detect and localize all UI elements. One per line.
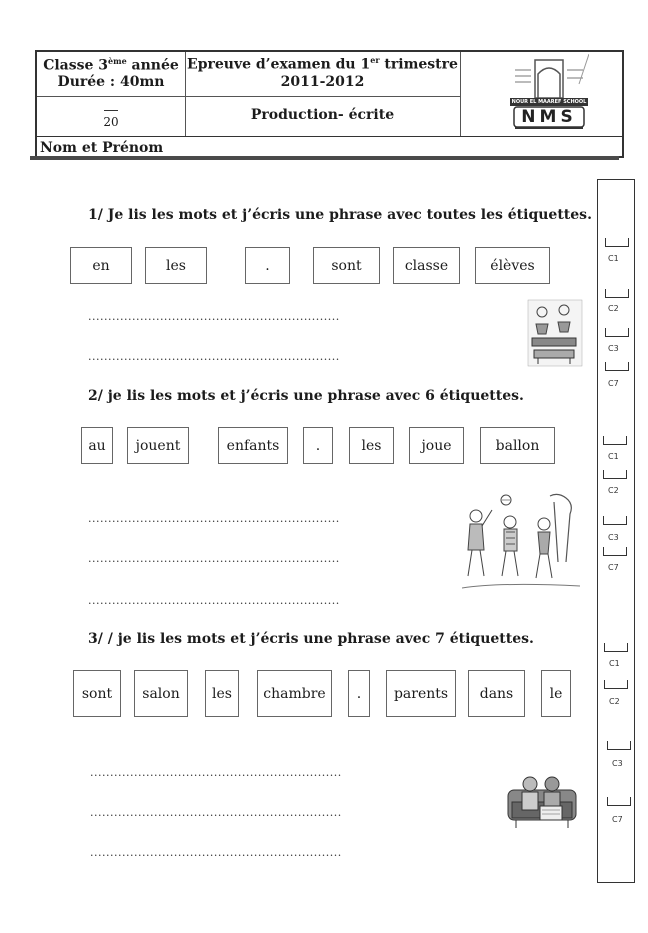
criterion-checkbox[interactable] <box>603 436 627 445</box>
criterion-checkbox[interactable] <box>605 238 629 247</box>
q1-answer-line[interactable]: ............................................................... <box>88 350 340 363</box>
criterion-checkbox[interactable] <box>603 516 627 525</box>
q3-word-label[interactable]: salon <box>134 670 188 717</box>
logo-school-name: NOUR EL MAAREF SCHOOL <box>511 99 587 105</box>
q2-word-label[interactable]: jouent <box>127 427 189 464</box>
criterion-label: C3 <box>608 344 619 353</box>
q2-answer-line[interactable]: ............................................................... <box>88 552 340 565</box>
criterion-label: C1 <box>609 659 620 668</box>
logo-initials: NMS <box>521 107 577 127</box>
criterion-checkbox[interactable] <box>605 289 629 298</box>
children-ball-illustration <box>462 492 580 597</box>
school-year: 2011-2012 <box>280 74 365 90</box>
criterion-label: C3 <box>612 759 623 768</box>
q2-word-label[interactable]: joue <box>409 427 464 464</box>
score-denominator: 20 <box>103 115 119 129</box>
criterion-checkbox[interactable] <box>603 470 627 479</box>
q3-answer-line[interactable]: ............................................................... <box>90 766 342 779</box>
exam-title: Epreuve d’examen du 1er trimestre <box>187 55 458 73</box>
q2-word-label[interactable]: . <box>303 427 333 464</box>
criterion-checkbox[interactable] <box>607 741 631 750</box>
q3-word-label[interactable]: . <box>348 670 370 717</box>
header-underline <box>30 156 619 160</box>
criterion-label: C7 <box>612 815 623 824</box>
criterion-checkbox[interactable] <box>605 362 629 371</box>
criterion-label: C1 <box>608 254 619 263</box>
q2-word-label[interactable]: au <box>81 427 113 464</box>
q3-word-label[interactable]: sont <box>73 670 121 717</box>
duration: Durée : 40mn <box>57 74 165 90</box>
q2-word-label[interactable]: enfants <box>218 427 288 464</box>
criterion-label: C2 <box>608 304 619 313</box>
q2-answer-line[interactable]: ............................................................... <box>88 512 340 525</box>
section-title: Production- écrite <box>250 107 395 123</box>
criterion-label: C2 <box>609 697 620 706</box>
q3-word-label[interactable]: chambre <box>257 670 332 717</box>
q1-word-label[interactable]: en <box>70 247 132 284</box>
criterion-checkbox[interactable] <box>607 797 631 806</box>
criterion-label: C1 <box>608 452 619 461</box>
q2-word-label[interactable]: ballon <box>480 427 555 464</box>
q3-word-label[interactable]: les <box>205 670 239 717</box>
criterion-checkbox[interactable] <box>604 680 628 689</box>
criterion-checkbox[interactable] <box>604 643 628 652</box>
name-label: Nom et Prénom <box>40 140 164 156</box>
parents-sofa-illustration <box>506 772 578 830</box>
score-box <box>37 110 185 129</box>
q1-answer-line[interactable]: ............................................................... <box>88 310 340 323</box>
criterion-label: C3 <box>608 533 619 542</box>
criterion-checkbox[interactable] <box>603 547 627 556</box>
q1-word-label[interactable]: élèves <box>475 247 550 284</box>
criterion-label: C2 <box>608 486 619 495</box>
q3-answer-line[interactable]: ............................................................... <box>90 846 342 859</box>
q2-instruction: 2/ je lis les mots et j’écris une phrase avec 6 étiquettes. <box>88 388 524 404</box>
criterion-label: C7 <box>608 379 619 388</box>
q3-answer-line[interactable]: ............................................................... <box>90 806 342 819</box>
q1-word-label[interactable]: . <box>245 247 290 284</box>
criteria-column <box>597 179 635 883</box>
q3-word-label[interactable]: parents <box>386 670 456 717</box>
class-label: Classe 3ème année <box>43 56 179 74</box>
q2-answer-line[interactable]: ............................................................... <box>88 594 340 607</box>
classroom-illustration <box>526 298 584 368</box>
q1-word-label[interactable]: sont <box>313 247 380 284</box>
criterion-label: C7 <box>608 563 619 572</box>
q3-word-label[interactable]: le <box>541 670 571 717</box>
q1-word-label[interactable]: les <box>145 247 207 284</box>
q1-word-label[interactable]: classe <box>393 247 460 284</box>
q2-word-label[interactable]: les <box>349 427 394 464</box>
q1-instruction: 1/ Je lis les mots et j’écris une phrase avec toutes les étiquettes. <box>88 207 592 223</box>
criterion-checkbox[interactable] <box>605 328 629 337</box>
school-logo <box>509 54 589 134</box>
q3-word-label[interactable]: dans <box>468 670 525 717</box>
q3-instruction: 3/ / je lis les mots et j’écris une phrase avec 7 étiquettes. <box>88 631 534 647</box>
